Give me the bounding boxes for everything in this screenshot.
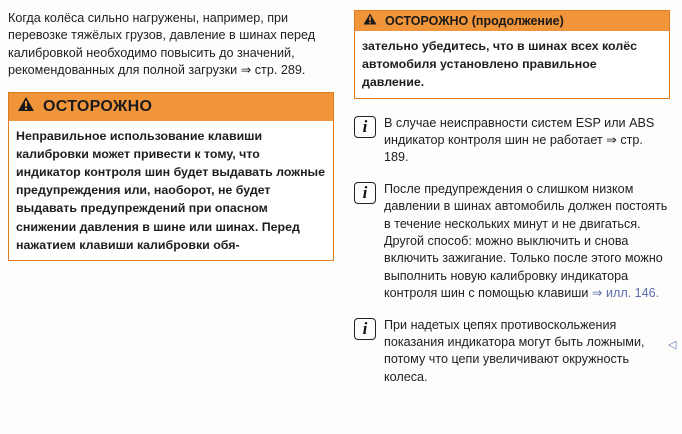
right-column — [354, 10, 670, 386]
intro-paragraph — [8, 10, 334, 80]
warning-triangle-icon — [17, 96, 35, 117]
info-note — [354, 317, 670, 387]
info-note — [354, 181, 670, 303]
info-icon: i — [354, 116, 376, 138]
warning-continued-body: зательно убедитесь, что в шинах всех колёс автомобиля установлено правильное давление. — [362, 39, 637, 90]
warning-title: ОСТОРОЖНО — [43, 97, 153, 115]
warning-continued-box — [354, 10, 670, 99]
intro-text: Когда колёса сильно нагружены, например, при перевозке тяжёлых грузов, давление в шинах перед калибровкой необходимо повысить до значений, рекомендованных для полной загрузки — [8, 11, 316, 78]
warning-continued-header — [355, 11, 669, 31]
info-icon: i — [354, 318, 376, 340]
info-icon: i — [354, 182, 376, 204]
info-note-text: При надетых цепях противоскольжения показания индикатора могут быть ложными, потому что цепи увеличивают окружность колеса. — [384, 317, 645, 384]
info-note-body: После предупреждения о слишком низком давлении в шинах автомобиль должен постоять в течение нескольких минут и не двигаться. Другой способ: можно выключить и снова включить зажигание. Только после этого можно выполнить новую калибровку индикатора контроля шин с помощью клавиши — [384, 181, 668, 301]
illustration-link[interactable]: ⇒ илл. 146. — [591, 286, 660, 301]
info-note-text — [384, 181, 670, 303]
warning-header — [9, 93, 333, 121]
info-note — [354, 115, 670, 167]
warning-triangle-icon — [363, 12, 377, 30]
warning-body: Неправильное использование клавиши калибровки может привести к тому, что индикатор контроля шин будет выдавать ложные предупреждения или, наоборот, не будет выдавать предупреждений при опасном снижении давления в шине или шинах. Перед нажатием клавиши калибровки обя- — [16, 128, 326, 252]
info-note-text: В случае неисправности систем ESP или ABS индикатор контроля шин не работает ⇒ стр. 189. — [384, 115, 655, 165]
warning-continued-title: ОСТОРОЖНО (продолжение) — [385, 14, 564, 28]
warning-box — [8, 92, 334, 261]
intro-page-reference: ⇒ стр. 289. — [240, 63, 306, 78]
section-end-marker-icon: ◁ — [668, 339, 677, 351]
left-column — [8, 10, 334, 261]
